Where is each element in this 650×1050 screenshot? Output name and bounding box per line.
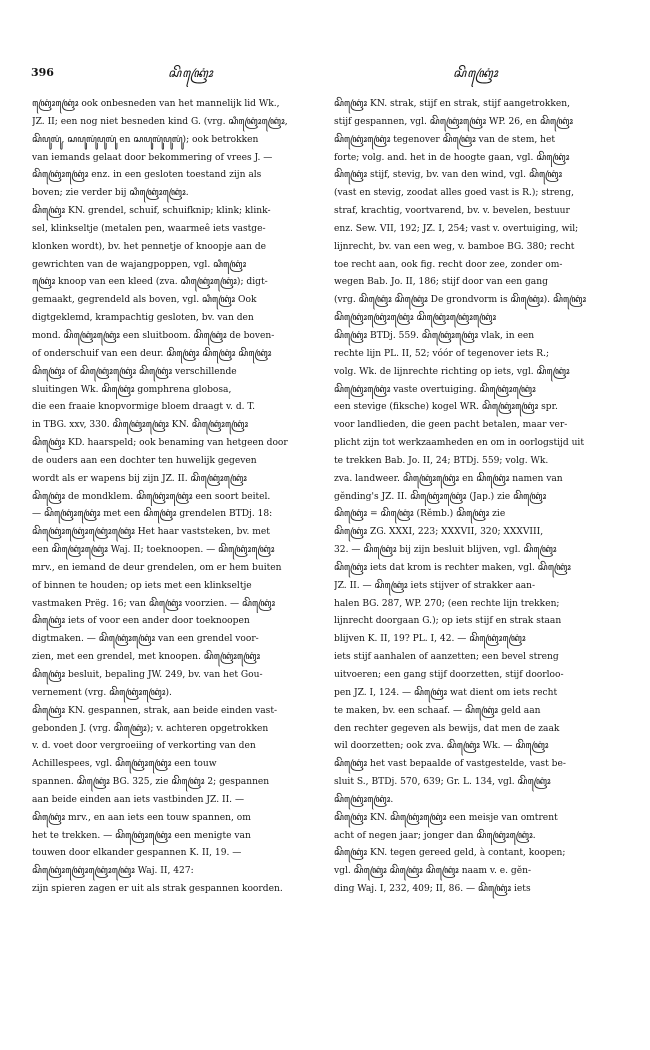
text-line: of onderschuif van een deur. ꦱꦼꦏꦿꦺꦴꦁ ꦱꦼꦏꦿꦺꦴꦁ ꦱꦼꦏꦿꦺꦴꦁ — [32, 348, 272, 359]
text-line: JZ. II. — ꦱꦼꦏꦿꦺꦴꦁ iets stijver of strakker aan- — [334, 580, 536, 591]
text-line: de ouders aan een dochter ten huwelijk gegeven — [32, 455, 257, 466]
text-line: ꦱꦼꦏꦿꦺꦴꦁꦏꦿꦺꦴꦁꦏꦿꦺꦴꦁ ꦱꦼꦏꦿꦺꦴꦁꦏꦿꦺꦴꦁꦏꦿꦺꦴꦁ — [334, 313, 497, 324]
text-line: zien, met een grendel, met knoopen. ꦱꦼꦏꦿꦺꦴꦁꦏꦿꦺꦴꦁ — [32, 652, 261, 663]
text-line: sluit S., BTDj. 570, 639; Gr. L. 134, vgl. ꦱꦼꦏꦿꦺꦴꦁ — [334, 777, 551, 788]
text-line: ꦏꦿꦺꦴꦁꦏꦿꦺꦴꦁ ook onbesneden van het mannelijk lid Wk., — [32, 99, 280, 109]
running-head-left: ꦱꦼꦏꦿꦺꦴꦁ — [168, 66, 214, 80]
text-line: vernement (vrg. ꦱꦼꦏꦿꦺꦴꦁꦏꦿꦺꦴꦁ). — [32, 687, 172, 698]
text-line: vastmaken Prëg. 16; van ꦱꦼꦏꦿꦺꦴꦁ voorzien. — ꦱꦼꦏꦿꦺꦴꦁ — [32, 598, 276, 609]
text-line: ꦱꦼꦏꦿꦺꦴꦁ KN. tegen gereed geld, à contant, koopen; — [334, 848, 566, 859]
text-line: ꦱꦼꦥꦸꦭꦸꦁ, ꦱꦥꦸꦭꦸꦁꦥꦸꦭꦸꦁ en ꦱꦥꦸꦭꦸꦁꦥꦸꦭꦸꦁ); ook betrokken — [32, 134, 259, 145]
text-line: acht of negen jaar; jonger dan ꦱꦼꦏꦿꦺꦴꦁꦏꦿꦺꦴꦁ. — [334, 830, 536, 841]
text-line: vgl. ꦱꦼꦏꦿꦺꦴꦁ ꦱꦼꦏꦿꦺꦴꦁ ꦱꦼꦏꦿꦺꦴꦁ naam v. e. gĕn- — [334, 866, 532, 877]
text-line: — ꦱꦼꦏꦿꦺꦴꦁꦏꦿꦺꦴꦁ met een ꦱꦼꦏꦿꦺꦴꦁ grendelen BTDj. 18: — [32, 509, 273, 520]
text-line: plicht zijn tot werkzaamheden en om in oorlogstijd uit — [334, 438, 584, 449]
text-line: te maken, bv. een schaaf. — ꦱꦼꦏꦿꦺꦴꦁ geld aan — [334, 705, 541, 716]
text-line: wil doorzetten; ook zva. ꦱꦼꦏꦿꦺꦴꦁ Wk. — ꦱꦼꦏꦿꦺꦴꦁ — [334, 741, 549, 752]
text-line: het te trekken. — ꦱꦼꦏꦿꦺꦴꦁꦏꦿꦺꦴꦁ een menigte van — [32, 830, 251, 841]
text-line: ꦱꦼꦏꦿꦺꦴꦁ ZG. XXXI, 223; XXXVII, 320; XXXVIII, — [334, 527, 544, 538]
text-line: ꦱꦼꦏꦿꦺꦴꦁ KN. ꦱꦼꦏꦿꦺꦴꦁꦏꦿꦺꦴꦁ een meisje van omtrent — [334, 812, 558, 823]
text-line: den rechter gegeven als bewijs, dat men de zaak — [334, 723, 560, 734]
right-column — [334, 96, 618, 899]
text-line: touwen door elkander gespannen K. II, 19. — — [32, 848, 242, 859]
text-line: ꦱꦼꦏꦿꦺꦴꦁꦏꦿꦺꦴꦁꦏꦿꦺꦴꦁꦏꦿꦺꦴꦁ Het haar vaststeken, bv. met — [32, 527, 270, 538]
text-line: ꦱꦼꦏꦿꦺꦴꦁ iets dat krom is rechter maken, vgl. ꦱꦼꦏꦿꦺꦴꦁ — [334, 562, 571, 573]
text-line: voor landlieden, die geen pacht betalen, maar ver- — [334, 420, 568, 431]
text-line: ꦱꦼꦏꦿꦺꦴꦁ KN. grendel, schuif, schuifknip; klink; klink- — [32, 206, 271, 217]
text-line: lijnrecht doorgaan G.); op iets stijf en strak staan — [334, 616, 562, 627]
text-line: gĕnding's JZ. II. ꦱꦼꦏꦿꦺꦴꦁꦏꦿꦺꦴꦁ (Jap.) zie ꦱꦼꦏꦿꦺꦴꦁ — [334, 491, 547, 502]
left-column — [32, 96, 316, 899]
text-line: een ꦱꦼꦏꦿꦺꦴꦁꦏꦿꦺꦴꦁ Waj. II; toeknoopen. — ꦱꦼꦏꦿꦺꦴꦁꦏꦿꦺꦴꦁ — [32, 545, 275, 556]
text-line: 32. — ꦱꦼꦏꦿꦺꦴꦁ bij zijn besluit blijven, vgl. ꦱꦼꦏꦿꦺꦴꦁ — [334, 545, 557, 556]
text-line: enz. Sew. VII, 192; JZ. I, 254; vast v. overtuiging, wil; — [334, 223, 579, 234]
text-line: JZ. II; een nog niet besneden kind G. (vrg. ꦱꦶꦏꦿꦺꦴꦁꦏꦿꦺꦴꦁ, — [32, 116, 288, 127]
text-line: ꦱꦼꦏꦿꦺꦴꦁ de mondklem. ꦱꦼꦏꦿꦺꦴꦁꦏꦿꦺꦴꦁ een soort beitel. — [32, 491, 271, 502]
text-line: gebonden J. (vrg. ꦱꦼꦏꦿꦺꦴꦁ); v. achteren opgetrokken — [32, 723, 269, 734]
text-line: sluitingen Wk. ꦱꦼꦏꦿꦺꦴꦁ gomphrena globosa, — [32, 384, 232, 395]
text-line: ꦱꦼꦏꦿꦺꦴꦁ of ꦱꦼꦏꦿꦺꦴꦁꦏꦿꦺꦴꦁ ꦱꦼꦏꦿꦺꦴꦁ verschillende — [32, 366, 237, 377]
text-line: klonken wordt), bv. het pennetje of knoopje aan de — [32, 241, 267, 252]
text-line: ꦱꦼꦏꦿꦺꦴꦁ BTDj. 559. ꦱꦼꦏꦿꦺꦴꦁꦏꦿꦺꦴꦁ vlak, in een — [334, 330, 535, 341]
text-line: stijf gespannen, vgl. ꦱꦼꦏꦿꦺꦴꦁꦏꦿꦺꦴꦁ WP. 26, en ꦱꦼꦏꦿꦺꦴꦁ — [334, 116, 574, 127]
text-line: zva. landweer. ꦱꦼꦏꦿꦺꦴꦁꦏꦿꦺꦴꦁ en ꦱꦼꦏꦿꦺꦴꦁ namen van — [334, 473, 563, 484]
text-line: van iemands gelaat door bekommering of vrees J. — — [32, 152, 273, 163]
text-line: ꦱꦼꦏꦿꦺꦴꦁ besluit, bepaling JW. 249, bv. van het Gou- — [32, 670, 263, 680]
text-line: straf, krachtig, voortvarend, bv. v. bevelen, bestuur — [334, 206, 570, 217]
text-line: of binnen te houden; op iets met een klinkseltje — [32, 580, 252, 591]
text-line: ꦱꦼꦏꦿꦺꦴꦁ stijf, stevig, bv. van den wind, vgl. ꦱꦼꦏꦿꦺꦴꦁ — [334, 170, 563, 181]
text-line: ꦱꦼꦏꦿꦺꦴꦁ iets of voor een ander door toeknoopen — [32, 616, 250, 627]
text-line: v. d. voet door vergroeiing of verkorting van den — [32, 741, 256, 752]
text-line: zijn spieren zagen er uit als strak gespannen koorden. — [32, 884, 283, 895]
text-line: mrv., en iemand de deur grendelen, om er hem buiten — [32, 562, 282, 573]
text-line: spannen. ꦱꦼꦏꦿꦺꦴꦁ BG. 325, zie ꦱꦼꦏꦿꦺꦴꦁ 2; gespannen — [32, 777, 270, 788]
running-head-right: ꦱꦼꦏꦿꦺꦴꦁ — [453, 66, 499, 80]
text-line: gewrichten van de wajangpoppen, vgl. ꦱꦶꦏꦿꦺꦴꦁ — [32, 259, 247, 270]
text-line: rechte lijn PL. II, 52; vóór of tegenover iets R.; — [334, 348, 550, 359]
text-line: toe recht aan, ook fig. recht door zee, zonder om- — [334, 259, 563, 270]
text-line: halen BG. 287, WP. 270; (een rechte lijn trekken; — [334, 598, 560, 609]
text-line: aan beide einden aan iets vastbinden JZ. II. — — [32, 794, 245, 805]
text-line: in TBG. xxv, 330. ꦱꦼꦏꦿꦺꦴꦁꦏꦿꦺꦴꦁ KN. ꦱꦼꦏꦿꦺꦴꦁꦏꦿꦺꦴꦁ — [32, 420, 249, 431]
text-line: ꦱꦼꦏꦿꦺꦴꦁ KN. strak, stijf en strak, stijf aangetrokken, — [334, 99, 571, 109]
text-line: (vrg. ꦱꦼꦏꦿꦺꦴꦁ ꦱꦼꦏꦿꦺꦴꦁ De grondvorm is ꦱꦼꦏꦿꦺꦴꦁ). ꦱꦼꦏꦿꦺꦴꦁ — [334, 295, 587, 306]
text-line: gemaakt, gegrendeld als boven, vgl. ꦱꦶꦏꦿꦺꦴꦁ Ook — [32, 295, 257, 306]
text-line: digtmaken. — ꦱꦼꦏꦿꦺꦴꦁꦏꦿꦺꦴꦁ van een grendel voor- — [32, 634, 259, 645]
text-line: die een fraaie knopvormige bloem draagt v. d. T. — [32, 402, 256, 413]
text-line: uitvoeren; een gang stijf doorzetten, stijf doorloo- — [334, 670, 564, 680]
text-line: ꦏꦿꦺꦴꦁ knoop van een kleed (zva. ꦱꦶꦏꦿꦺꦴꦁꦏꦿꦺꦴꦁ); digt- — [32, 277, 268, 288]
text-line: ꦱꦼꦏꦿꦺꦴꦁꦏꦿꦺꦴꦁ vaste overtuiging. ꦱꦼꦏꦿꦺꦴꦁꦏꦿꦺꦴꦁ — [334, 384, 536, 395]
text-line: ꦱꦼꦏꦿꦺꦴꦁ KN. gespannen, strak, aan beide einden vast- — [32, 705, 278, 716]
page-number: 396 — [31, 66, 54, 79]
text-line: ꦱꦼꦏꦿꦺꦴꦁꦏꦿꦺꦴꦁ tegenover ꦱꦼꦏꦿꦺꦴꦁ van de stem, het — [334, 134, 556, 145]
text-line: boven; zie verder bij ꦱꦶꦏꦿꦺꦴꦁꦏꦿꦺꦴꦁ. — [32, 188, 189, 199]
text-line: ꦱꦼꦏꦿꦺꦴꦁ = ꦱꦼꦏꦿꦺꦴꦁ (Rĕmb.) ꦱꦼꦏꦿꦺꦴꦁ zie — [334, 509, 506, 520]
text-line: wordt als er wapens bij zijn JZ. II. ꦱꦼꦏꦿꦺꦴꦁꦏꦿꦺꦴꦁ — [32, 473, 247, 484]
text-line: lijnrecht, bv. van een weg, v. bamboe BG. 380; recht — [334, 241, 575, 252]
text-line: digtgeklemd, krampachtig gesloten, bv. van den — [32, 313, 254, 324]
text-line: ꦱꦼꦏꦿꦺꦴꦁꦏꦿꦺꦴꦁ. — [334, 794, 394, 805]
text-line: sel, klinkseltje (metalen pen, waarmeê iets vastge- — [32, 223, 266, 234]
text-line: volg. Wk. de lijnrechte richting op iets, vgl. ꦱꦼꦏꦿꦺꦴꦁ — [334, 366, 570, 377]
text-line: (vast en stevig, zoodat alles goed vast is R.); streng, — [334, 188, 574, 199]
text-line: ꦱꦼꦏꦿꦺꦴꦁꦏꦿꦺꦴꦁ enz. in een gesloten toestand zijn als — [32, 170, 262, 181]
text-line: ꦱꦼꦏꦿꦺꦴꦁ het vast bepaalde of vastgestelde, vast be- — [334, 759, 566, 770]
text-line: ꦱꦼꦏꦿꦺꦴꦁ KD. haarspeld; ook benaming van hetgeen door — [32, 438, 288, 449]
text-line: mond. ꦱꦼꦏꦿꦺꦴꦁꦏꦿꦺꦴꦁ een sluitboom. ꦱꦼꦏꦿꦺꦴꦁ de boven- — [32, 330, 275, 341]
text-line: pen JZ. I, 124. — ꦱꦼꦏꦿꦺꦴꦁ wat dient om iets recht — [334, 687, 558, 698]
text-line: wegen Bab. Jo. II, 186; stijf door van een gang — [334, 277, 548, 288]
text-line: forte; volg. and. het in de hoogte gaan, vgl. ꦱꦼꦏꦿꦺꦴꦁ — [334, 152, 570, 163]
text-line: een stevige (fiksche) kogel WR. ꦱꦼꦏꦿꦺꦴꦁꦏꦿꦺꦴꦁ spr. — [334, 402, 558, 413]
text-line: ꦱꦼꦏꦿꦺꦴꦁ mrv., en aan iets een touw spannen, om — [32, 812, 251, 823]
text-line: Achillespees, vgl. ꦱꦼꦏꦿꦺꦴꦁꦏꦿꦺꦴꦁ een touw — [32, 759, 217, 770]
text-line: te trekken Bab. Jo. II, 24; BTDj. 559; volg. Wk. — [334, 455, 549, 466]
text-line: iets stijf aanhalen of aanzetten; een bevel streng — [334, 652, 559, 663]
text-line: ꦱꦼꦏꦿꦺꦴꦁꦏꦿꦺꦴꦁꦏꦿꦺꦴꦁꦏꦿꦺꦴꦁ Waj. II, 427: — [32, 866, 194, 877]
text-line: ding Waj. I, 232, 409; II, 86. — ꦱꦼꦏꦿꦺꦴꦁ iets — [334, 884, 531, 895]
text-line: blijven K. II, 19? PL. I, 42. — ꦱꦼꦏꦿꦺꦴꦁꦏꦿꦺꦴꦁ — [334, 634, 526, 645]
